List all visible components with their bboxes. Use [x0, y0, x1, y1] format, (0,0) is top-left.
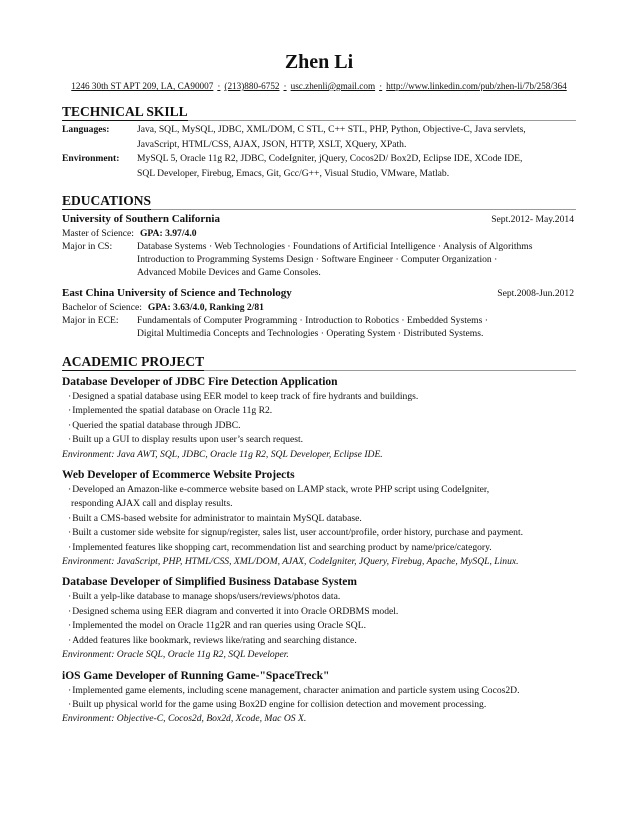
project-bullet: ·Built up physical world for the game using Box2D engine for collision detection and movement processing.	[68, 698, 487, 710]
course-line: Digital Multimedia Concepts and Technologies · Operating System · Distributed Systems.	[137, 328, 484, 339]
skill-line: JavaScript, HTML/CSS, AJAX, JSON, HTTP, XSLT, XQuery, XPath.	[137, 138, 407, 150]
course-row	[62, 314, 576, 340]
projects-section	[62, 375, 576, 727]
separator: ·	[217, 81, 221, 91]
project-environment: Environment: Oracle SQL, Oracle 11g R2, SQL Developer.	[62, 649, 289, 661]
skill-row-languages	[62, 123, 576, 152]
gpa-text: GPA: 3.97/4.0	[139, 228, 197, 239]
school-header	[62, 212, 576, 227]
skill-value	[137, 123, 576, 152]
course-line: Database Systems · Web Technologies · Foundations of Artificial Intelligence · Analysis of Algorithms	[137, 241, 533, 252]
project-item	[62, 575, 576, 662]
education-section	[62, 212, 576, 340]
project-bullet: ·Queried the spatial database through JDBC.	[68, 419, 241, 431]
section-title-education: EDUCATIONS	[62, 193, 576, 210]
contact-line	[62, 80, 576, 92]
course-list	[137, 314, 576, 340]
project-bullet: ·Built a customer side website for signup/register, sales list, user account/profile, order history, purchase and payment.	[68, 527, 524, 539]
separator: ·	[283, 81, 287, 91]
section-title-skills: TECHNICAL SKILL	[62, 104, 576, 121]
skill-label: Languages:	[62, 124, 110, 135]
course-row	[62, 240, 576, 279]
school-dates: Sept.2008-Jun.2012	[497, 288, 574, 299]
resume-page	[62, 50, 576, 727]
school-ecust	[62, 286, 576, 340]
degree-line	[62, 227, 576, 240]
project-environment: Environment: Java AWT, SQL, JDBC, Oracle 11g R2, SQL Developer, Eclipse IDE.	[62, 448, 383, 460]
project-bullet: ·Implemented the spatial database on Oracle 11g R2.	[68, 405, 273, 417]
email-link[interactable]: usc.zhenli@gmail.com	[290, 81, 376, 91]
section-title-projects: ACADEMIC PROJECT	[62, 354, 576, 371]
school-usc	[62, 212, 576, 279]
separator: ·	[379, 81, 383, 91]
degree-text: Bachelor of Science:	[62, 302, 142, 313]
degree-text: Master of Science:	[62, 228, 134, 239]
school-name: East China University of Science and Technology	[62, 287, 292, 299]
school-header	[62, 286, 576, 301]
course-line: Advanced Mobile Devices and Game Consoles.	[137, 267, 321, 278]
skill-label: Environment:	[62, 153, 120, 164]
project-title: iOS Game Developer of Running Game-"SpaceTreck"	[62, 669, 330, 682]
school-dates: Sept.2012- May.2014	[491, 214, 574, 225]
course-line: Introduction to Programming Systems Design · Software Engineer · Computer Organization ·	[137, 254, 498, 265]
project-bullet: ·Built a CMS-based website for administrator to maintain MySQL database.	[68, 512, 362, 524]
project-bullet: ·Designed schema using EER diagram and converted it into Oracle ORDBMS model.	[68, 605, 399, 617]
project-bullet: ·Built a yelp-like database to manage shops/users/reviews/photos data.	[68, 591, 341, 603]
course-label: Major in CS:	[62, 241, 113, 252]
skill-row-environment	[62, 152, 576, 181]
project-title: Database Developer of JDBC Fire Detection Application	[62, 376, 338, 388]
project-environment: Environment: Objective-C, Cocos2d, Box2d, Xcode, Mac OS X.	[62, 713, 307, 725]
project-title: Web Developer of Ecommerce Website Projects	[62, 469, 295, 482]
skills-section	[62, 123, 576, 181]
course-label: Major in ECE:	[62, 315, 119, 326]
skill-line: MySQL 5, Oracle 11g R2, JDBC, CodeIgniter, jQuery, Cocos2D/ Box2D, Eclipse IDE, XCode IDE,	[137, 153, 523, 164]
skill-value	[137, 152, 576, 181]
linkedin-link[interactable]: http://www.linkedin.com/pub/zhen-li/7b/258/364	[386, 81, 567, 91]
project-item	[62, 375, 576, 462]
course-line: Fundamentals of Computer Programming · Introduction to Robotics · Embedded Systems ·	[137, 315, 488, 326]
candidate-name: Zhen Li	[284, 51, 354, 73]
project-bullet: ·Implemented features like shopping cart, recommendation list and searching product by name/price/category.	[68, 541, 492, 553]
project-title: Database Developer of Simplified Business Database System	[62, 576, 357, 589]
project-bullet: responding AJAX call and display results.	[71, 498, 233, 510]
project-bullet: ·Developed an Amazon-like e-commerce website based on LAMP stack, wrote PHP script using CodeIgniter,	[68, 484, 490, 496]
skill-line: SQL Developer, Firebug, Emacs, Git, Gcc/G++, Visual Studio, VMware, Matlab.	[137, 167, 450, 179]
project-item	[62, 468, 576, 569]
address-text: 1246 30th ST APT 209, LA, CA90007	[71, 81, 214, 91]
project-environment: Environment: JavaScript, PHP, HTML/CSS, XML/DOM, AJAX, CodeIgniter, JQuery, Firebug, Apache, MySQL, Linux.	[62, 556, 519, 568]
degree-line	[62, 301, 576, 314]
gpa-text: GPA: 3.63/4.0, Ranking 2/81	[147, 302, 264, 313]
project-bullet: ·Built up a GUI to display results upon user’s search request.	[68, 434, 304, 446]
phone-text: (213)880-6752	[224, 81, 280, 91]
course-list	[137, 240, 576, 279]
project-bullet: ·Implemented the model on Oracle 11g2R and ran queries using Oracle SQL.	[68, 620, 366, 632]
project-bullet: ·Designed a spatial database using EER model to keep track of fire hydrants and buildings.	[68, 391, 419, 402]
school-name: University of Southern California	[62, 213, 220, 225]
project-bullet: ·Added features like bookmark, reviews like/rating and searching distance.	[68, 634, 357, 646]
project-item	[62, 669, 576, 727]
project-bullet: ·Implemented game elements, including scene management, character animation and particle system using Cocos2D.	[68, 684, 520, 696]
skill-line: Java, SQL, MySQL, JDBC, XML/DOM, C STL, C++ STL, PHP, Python, Objective-C, Java servlets,	[137, 124, 526, 135]
